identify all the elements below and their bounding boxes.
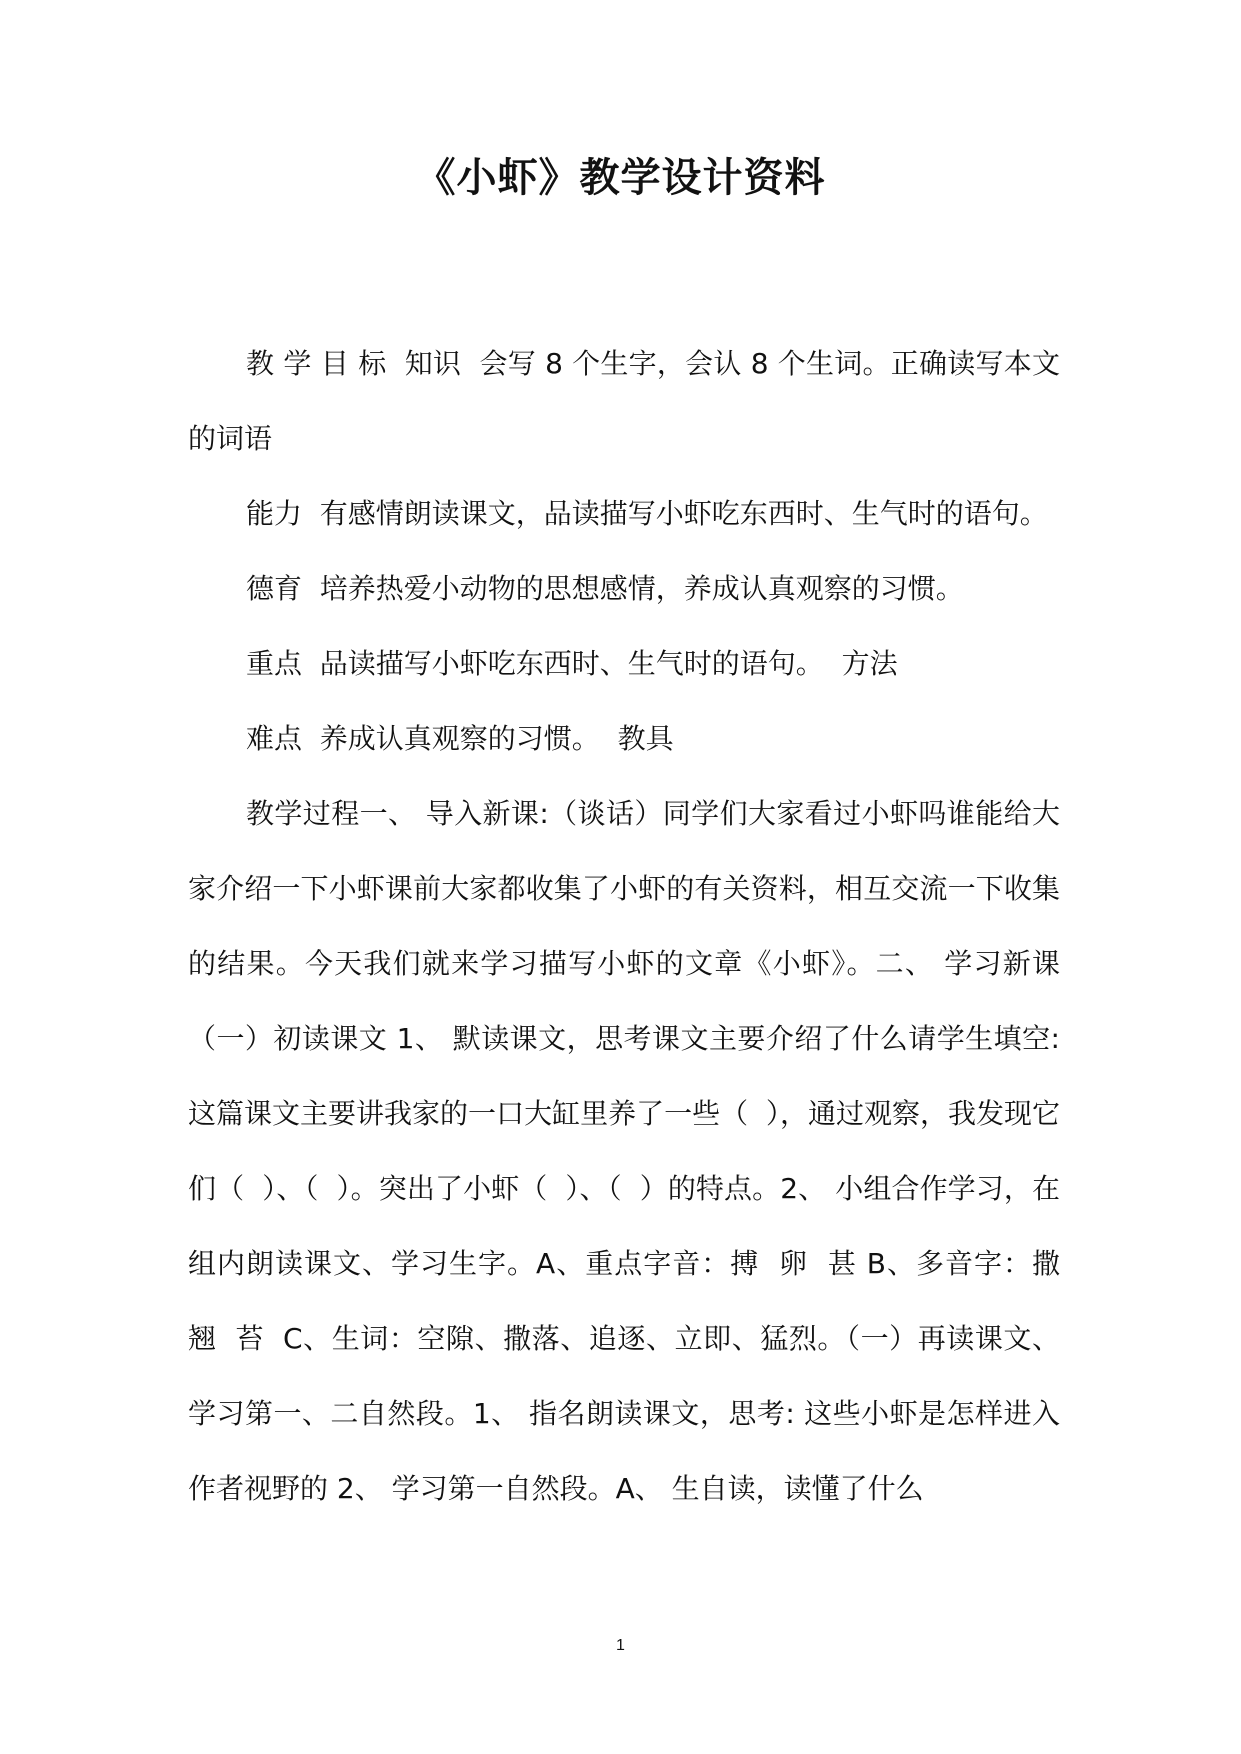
paragraph-difficulties: 难点 养成认真观察的习惯。 教具 (246, 722, 674, 755)
document-body (188, 326, 1078, 1526)
paragraph-objectives-knowledge: 教 学 目 标 知识 会写 8 个生字，会认 8 个生词。正确读写本文的词语 (188, 347, 1060, 455)
paragraph-objectives-moral: 德育 培养热爱小动物的思想感情，养成认真观察的习惯。 (246, 572, 964, 605)
document-title: 《小虾》教学设计资料 (415, 155, 826, 201)
paragraph-objectives-ability: 能力 有感情朗读课文，品读描写小虾吃东西时、生气时的语句。 (246, 497, 1048, 530)
paragraph-key-points: 重点 品读描写小虾吃东西时、生气时的语句。 方法 (246, 647, 898, 680)
page-number: 1 (616, 1637, 625, 1654)
paragraph-teaching-process: 教学过程一、 导入新课:（谈话）同学们大家看过小虾吗谁能给大家介绍一下小虾课前大家都收集了小虾的有关资料，相互交流一下收集的结果。今天我们就来学习描写小虾的文章《小虾》。二、 学习新课（一）初读课文 1、 默读课文，思考课文主要介绍了什么请学生填空: 这篇课文主要讲我家的一口大缸里养了一些（ ），通过观察，我发现它们（ ）、（ ）。突出了小虾（ ）、（ ）的特点。2、 小组合作学习，在组内朗读课文、学习生字。A、重点字音：搏 卵 甚 B、多音字：撒 翘 苔 C、生词：空隙、撒落、追逐、立即、猛烈。（一）再读课文、学习第一、二自然段。1、 指名朗读课文，思考: 这些小虾是怎样进入作者视野的 2、 学习第一自然段。A、 生自读，读懂了什么 (188, 797, 1078, 1505)
